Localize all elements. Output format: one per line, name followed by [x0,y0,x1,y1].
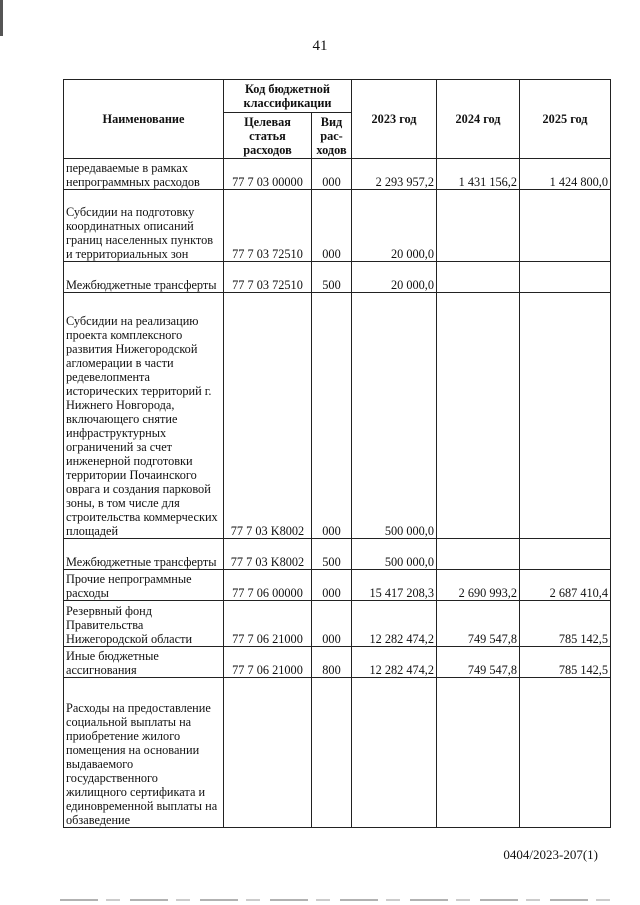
table-row [64,570,611,601]
row-2025 [520,190,611,262]
row-2023: 500 000,0 [352,293,437,539]
row-vid: 000 [312,190,352,262]
row-2024: 1 431 156,2 [437,159,520,190]
row-vid: 000 [312,601,352,647]
row-2025 [520,262,611,293]
row-name: Иные бюджетные ассигнования [64,647,224,678]
row-2023: 500 000,0 [352,539,437,570]
header-vid: Вид рас-ходов [312,113,352,159]
row-name: передаваемые в рамках непрограммных расходов [64,159,224,190]
row-2024 [437,539,520,570]
table-row [64,262,611,293]
row-target: 77 7 06 21000 [224,601,312,647]
row-2024: 2 690 993,2 [437,570,520,601]
row-2024 [437,678,520,828]
row-target: 77 7 03 72510 [224,190,312,262]
row-target: 77 7 03 00000 [224,159,312,190]
row-target: 77 7 03 K8002 [224,539,312,570]
row-2023: 20 000,0 [352,262,437,293]
row-target [224,678,312,828]
row-2025: 785 142,5 [520,601,611,647]
row-target: 77 7 06 00000 [224,570,312,601]
row-2024 [437,190,520,262]
header-2023: 2023 год [352,80,437,159]
header-2024: 2024 год [437,80,520,159]
row-2024 [437,293,520,539]
row-name: Субсидии на реализацию проекта комплексного развития Нижегородской агломерации в части редевелопмента исторических территорий г. Нижнего Новгорода, включающего снятие инфраструктурных ограничений за счет инженерной подготовки территории Почаинского оврага и создания парковой зоны, в том числе для строительства коммерческих площадей [64,293,224,539]
row-target: 77 7 03 72510 [224,262,312,293]
header-code-group: Код бюджетной классификации [224,80,352,113]
row-2025: 2 687 410,4 [520,570,611,601]
row-2025 [520,678,611,828]
row-2023: 2 293 957,2 [352,159,437,190]
row-vid: 500 [312,539,352,570]
row-2025: 785 142,5 [520,647,611,678]
table-row [64,678,611,828]
page-number: 41 [312,38,328,54]
row-name: Прочие непрограммные расходы [64,570,224,601]
header-target: Целевая статья расходов [224,113,312,159]
row-name: Межбюджетные трансферты [64,262,224,293]
row-vid: 800 [312,647,352,678]
row-2023 [352,678,437,828]
scan-edge-mark [0,0,3,36]
document-code: 0404/2023-207(1) [503,847,598,862]
row-2023: 20 000,0 [352,190,437,262]
row-2025: 1 424 800,0 [520,159,611,190]
table-row [64,539,611,570]
row-name: Расходы на предоставление социальной выплаты на приобретение жилого помещения на основании выдаваемого государственного жилищного сертификата и единовременной выплаты на обзаведение [64,678,224,828]
table-row [64,647,611,678]
row-vid: 000 [312,293,352,539]
header-name: Наименование [64,80,224,159]
scan-bottom-artifact [60,899,620,901]
row-2024 [437,262,520,293]
row-2023: 12 282 474,2 [352,601,437,647]
table-row [64,293,611,539]
row-name: Субсидии на подготовку координатных описаний границ населенных пунктов и территориальных зон [64,190,224,262]
row-2024: 749 547,8 [437,601,520,647]
row-target: 77 7 03 K8002 [224,293,312,539]
row-2025 [520,293,611,539]
row-name: Резервный фонд Правительства Нижегородской области [64,601,224,647]
table-row [64,601,611,647]
row-2023: 15 417 208,3 [352,570,437,601]
row-vid [312,678,352,828]
row-vid: 500 [312,262,352,293]
table-row [64,159,611,190]
budget-table [63,79,611,828]
row-2025 [520,539,611,570]
row-vid: 000 [312,570,352,601]
row-target: 77 7 06 21000 [224,647,312,678]
table-row [64,190,611,262]
row-vid: 000 [312,159,352,190]
header-2025: 2025 год [520,80,611,159]
row-name: Межбюджетные трансферты [64,539,224,570]
row-2024: 749 547,8 [437,647,520,678]
row-2023: 12 282 474,2 [352,647,437,678]
